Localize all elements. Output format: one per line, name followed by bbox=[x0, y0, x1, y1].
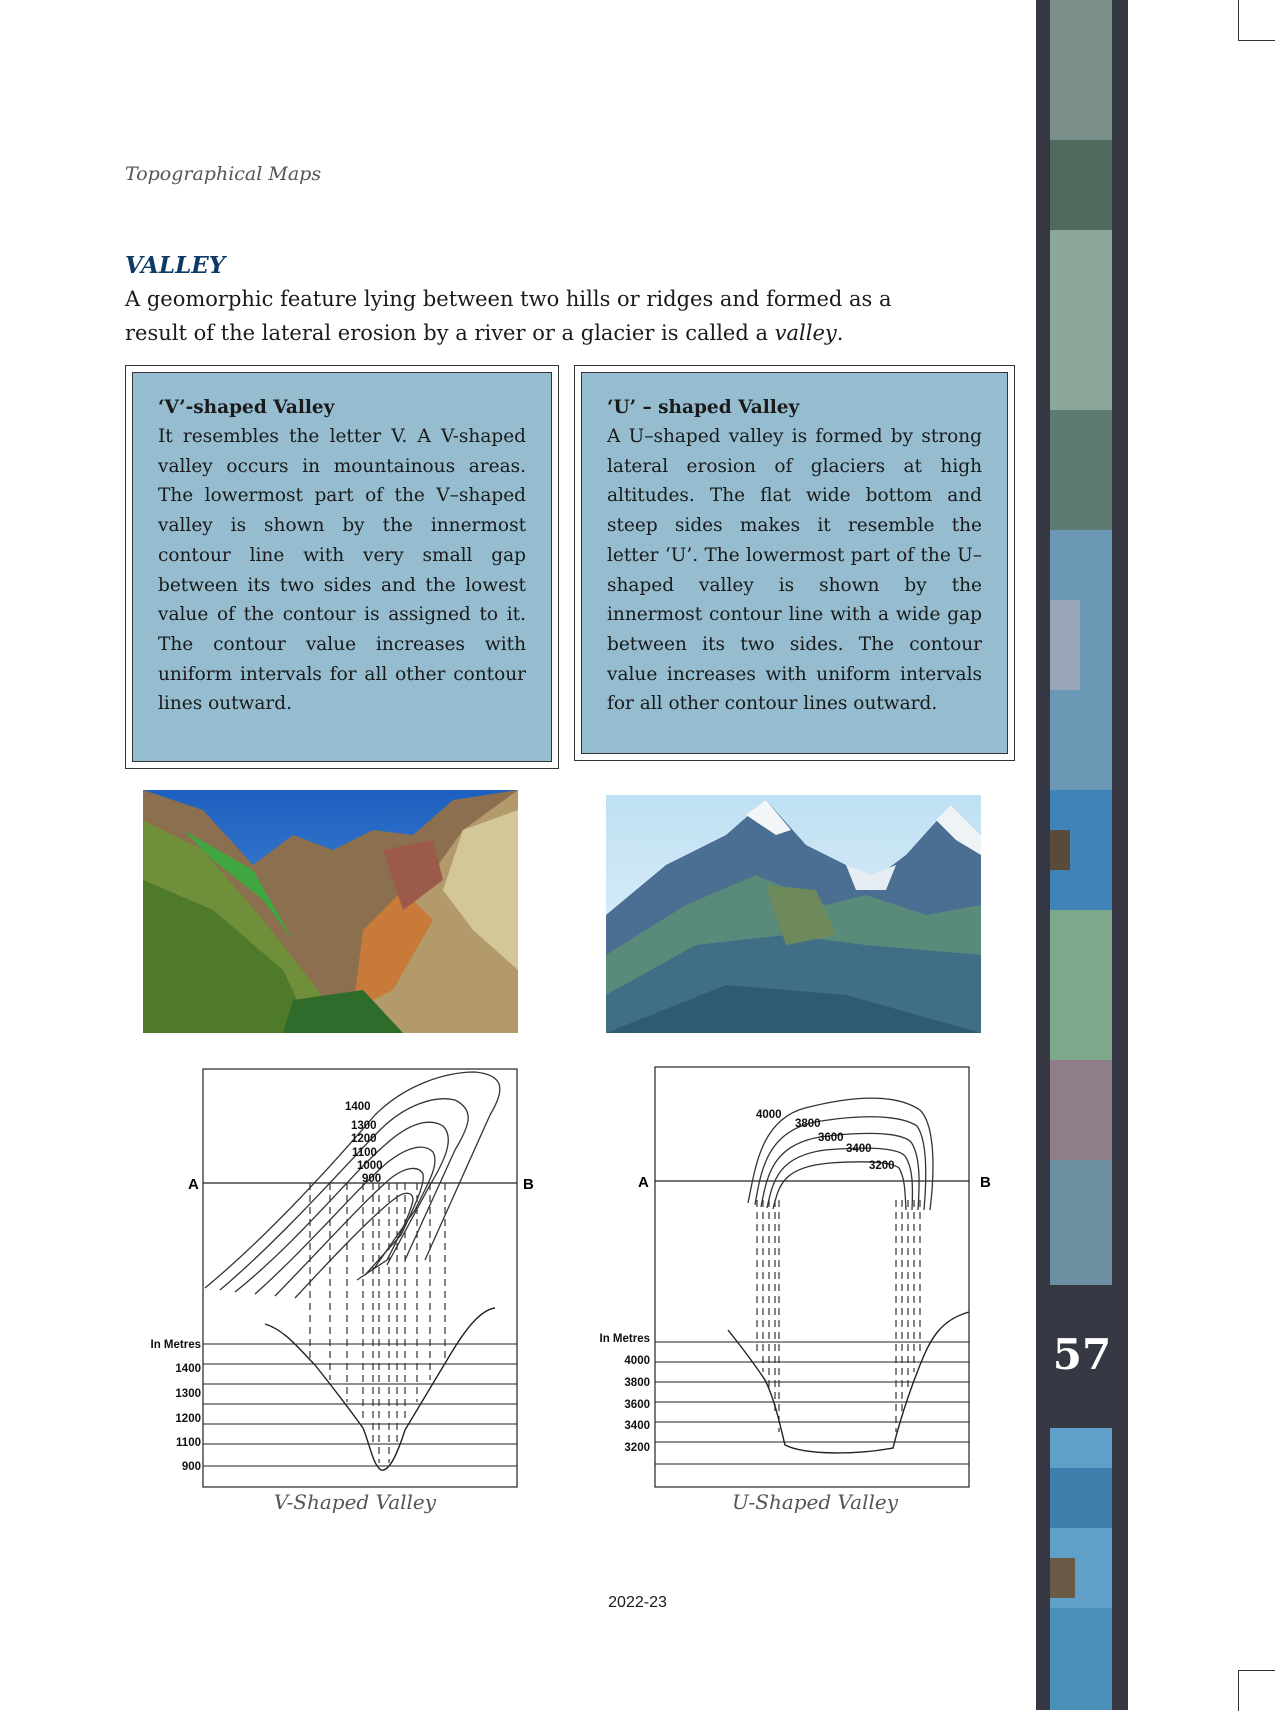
u-section-level: 3800 bbox=[624, 1377, 650, 1389]
u-section-level: 3400 bbox=[624, 1420, 650, 1432]
v-valley-diagram bbox=[125, 1060, 545, 1490]
intro-text: A geomorphic feature lying between two hills or ridges and formed as a result of the lateral erosion by a river or a glacier is called a bbox=[125, 287, 892, 345]
u-contour-labels bbox=[756, 1109, 895, 1172]
v-projection-lines bbox=[310, 1183, 445, 1463]
crop-mark-top bbox=[1238, 0, 1275, 41]
v-cross-section-profile bbox=[265, 1308, 495, 1470]
u-contour-label: 3800 bbox=[795, 1118, 821, 1130]
u-contour-label: 3200 bbox=[869, 1160, 895, 1172]
u-label-a: A bbox=[638, 1174, 649, 1191]
u-contour-label: 3600 bbox=[818, 1132, 844, 1144]
sidebar-band bbox=[1036, 0, 1128, 1710]
section-title: VALLEY bbox=[125, 252, 226, 279]
u-diagram-frame bbox=[655, 1067, 969, 1487]
intro-paragraph bbox=[125, 282, 925, 350]
u-valley-photo bbox=[606, 795, 981, 1033]
u-valley-caption: U-Shaped Valley bbox=[731, 1490, 899, 1514]
u-contour-label: 4000 bbox=[756, 1109, 782, 1121]
v-contour-label: 900 bbox=[362, 1173, 382, 1185]
v-label-a: A bbox=[188, 1176, 199, 1193]
u-valley-diagram bbox=[575, 1060, 995, 1490]
v-valley-photo bbox=[143, 790, 518, 1033]
v-valley-text: It resembles the letter V. A V-shaped valley occurs in mountainous areas. The lowermost part of the V–shaped valley is shown by the innermost contour line with very small gap between its two sides and the lowest value of the contour is assigned to it. The contour value increases with uniform intervals for all other contour lines outward. bbox=[158, 426, 526, 715]
v-contour-label: 1200 bbox=[351, 1133, 377, 1145]
u-valley-box-inner bbox=[581, 372, 1008, 754]
crop-mark-bottom bbox=[1238, 1670, 1275, 1711]
u-section-labels bbox=[600, 1333, 651, 1454]
page-number: 57 bbox=[1052, 1330, 1112, 1379]
u-valley-text: A U–shaped valley is formed by strong lateral erosion of glaciers at high altitudes. The flat wide bottom and steep sides makes it resemble the letter ‘U’. The lowermost part of the U–shaped valley is shown by the innermost contour line with a wide gap between its two sides. The contour value increases with uniform intervals for all other contour lines outward. bbox=[607, 426, 982, 715]
sidebar-satellite-strip-bottom bbox=[1050, 1428, 1112, 1710]
v-contour-label: 1000 bbox=[357, 1160, 383, 1172]
u-section-level: 3600 bbox=[624, 1399, 650, 1411]
v-contour-label: 1400 bbox=[345, 1101, 371, 1113]
u-section-level: 3200 bbox=[624, 1442, 650, 1454]
u-contour-label: 3400 bbox=[846, 1143, 872, 1155]
v-section-level: 1100 bbox=[176, 1437, 201, 1449]
intro-text-end: . bbox=[836, 321, 844, 345]
v-valley-caption: V-Shaped Valley bbox=[273, 1490, 437, 1514]
u-valley-box bbox=[574, 365, 1015, 761]
intro-emphasis: valley bbox=[774, 321, 837, 345]
u-section-level: 4000 bbox=[624, 1355, 650, 1367]
v-section-level: 1200 bbox=[175, 1413, 201, 1425]
v-section-level: 1400 bbox=[175, 1363, 201, 1375]
v-valley-box bbox=[125, 365, 559, 769]
page-year: 2022-23 bbox=[608, 1594, 667, 1611]
v-valley-title: ‘V’-shaped Valley bbox=[158, 397, 335, 418]
v-section-grid bbox=[203, 1344, 517, 1466]
v-section-level: 1300 bbox=[175, 1388, 201, 1400]
sidebar-satellite-strip-top bbox=[1050, 0, 1112, 1285]
u-label-b: B bbox=[980, 1174, 991, 1191]
u-valley-title: ‘U’ – shaped Valley bbox=[607, 397, 800, 418]
v-section-level: 900 bbox=[181, 1461, 201, 1473]
u-projection-lines bbox=[757, 1200, 920, 1432]
v-axis-unit: In Metres bbox=[150, 1339, 201, 1351]
v-section-labels bbox=[151, 1339, 202, 1473]
u-axis-unit: In Metres bbox=[599, 1333, 650, 1345]
v-valley-box-inner bbox=[132, 372, 552, 762]
v-contour-label: 1300 bbox=[351, 1120, 377, 1132]
v-contour-label: 1100 bbox=[352, 1147, 377, 1159]
v-label-b: B bbox=[523, 1176, 534, 1193]
running-head: Topographical Maps bbox=[125, 163, 322, 185]
